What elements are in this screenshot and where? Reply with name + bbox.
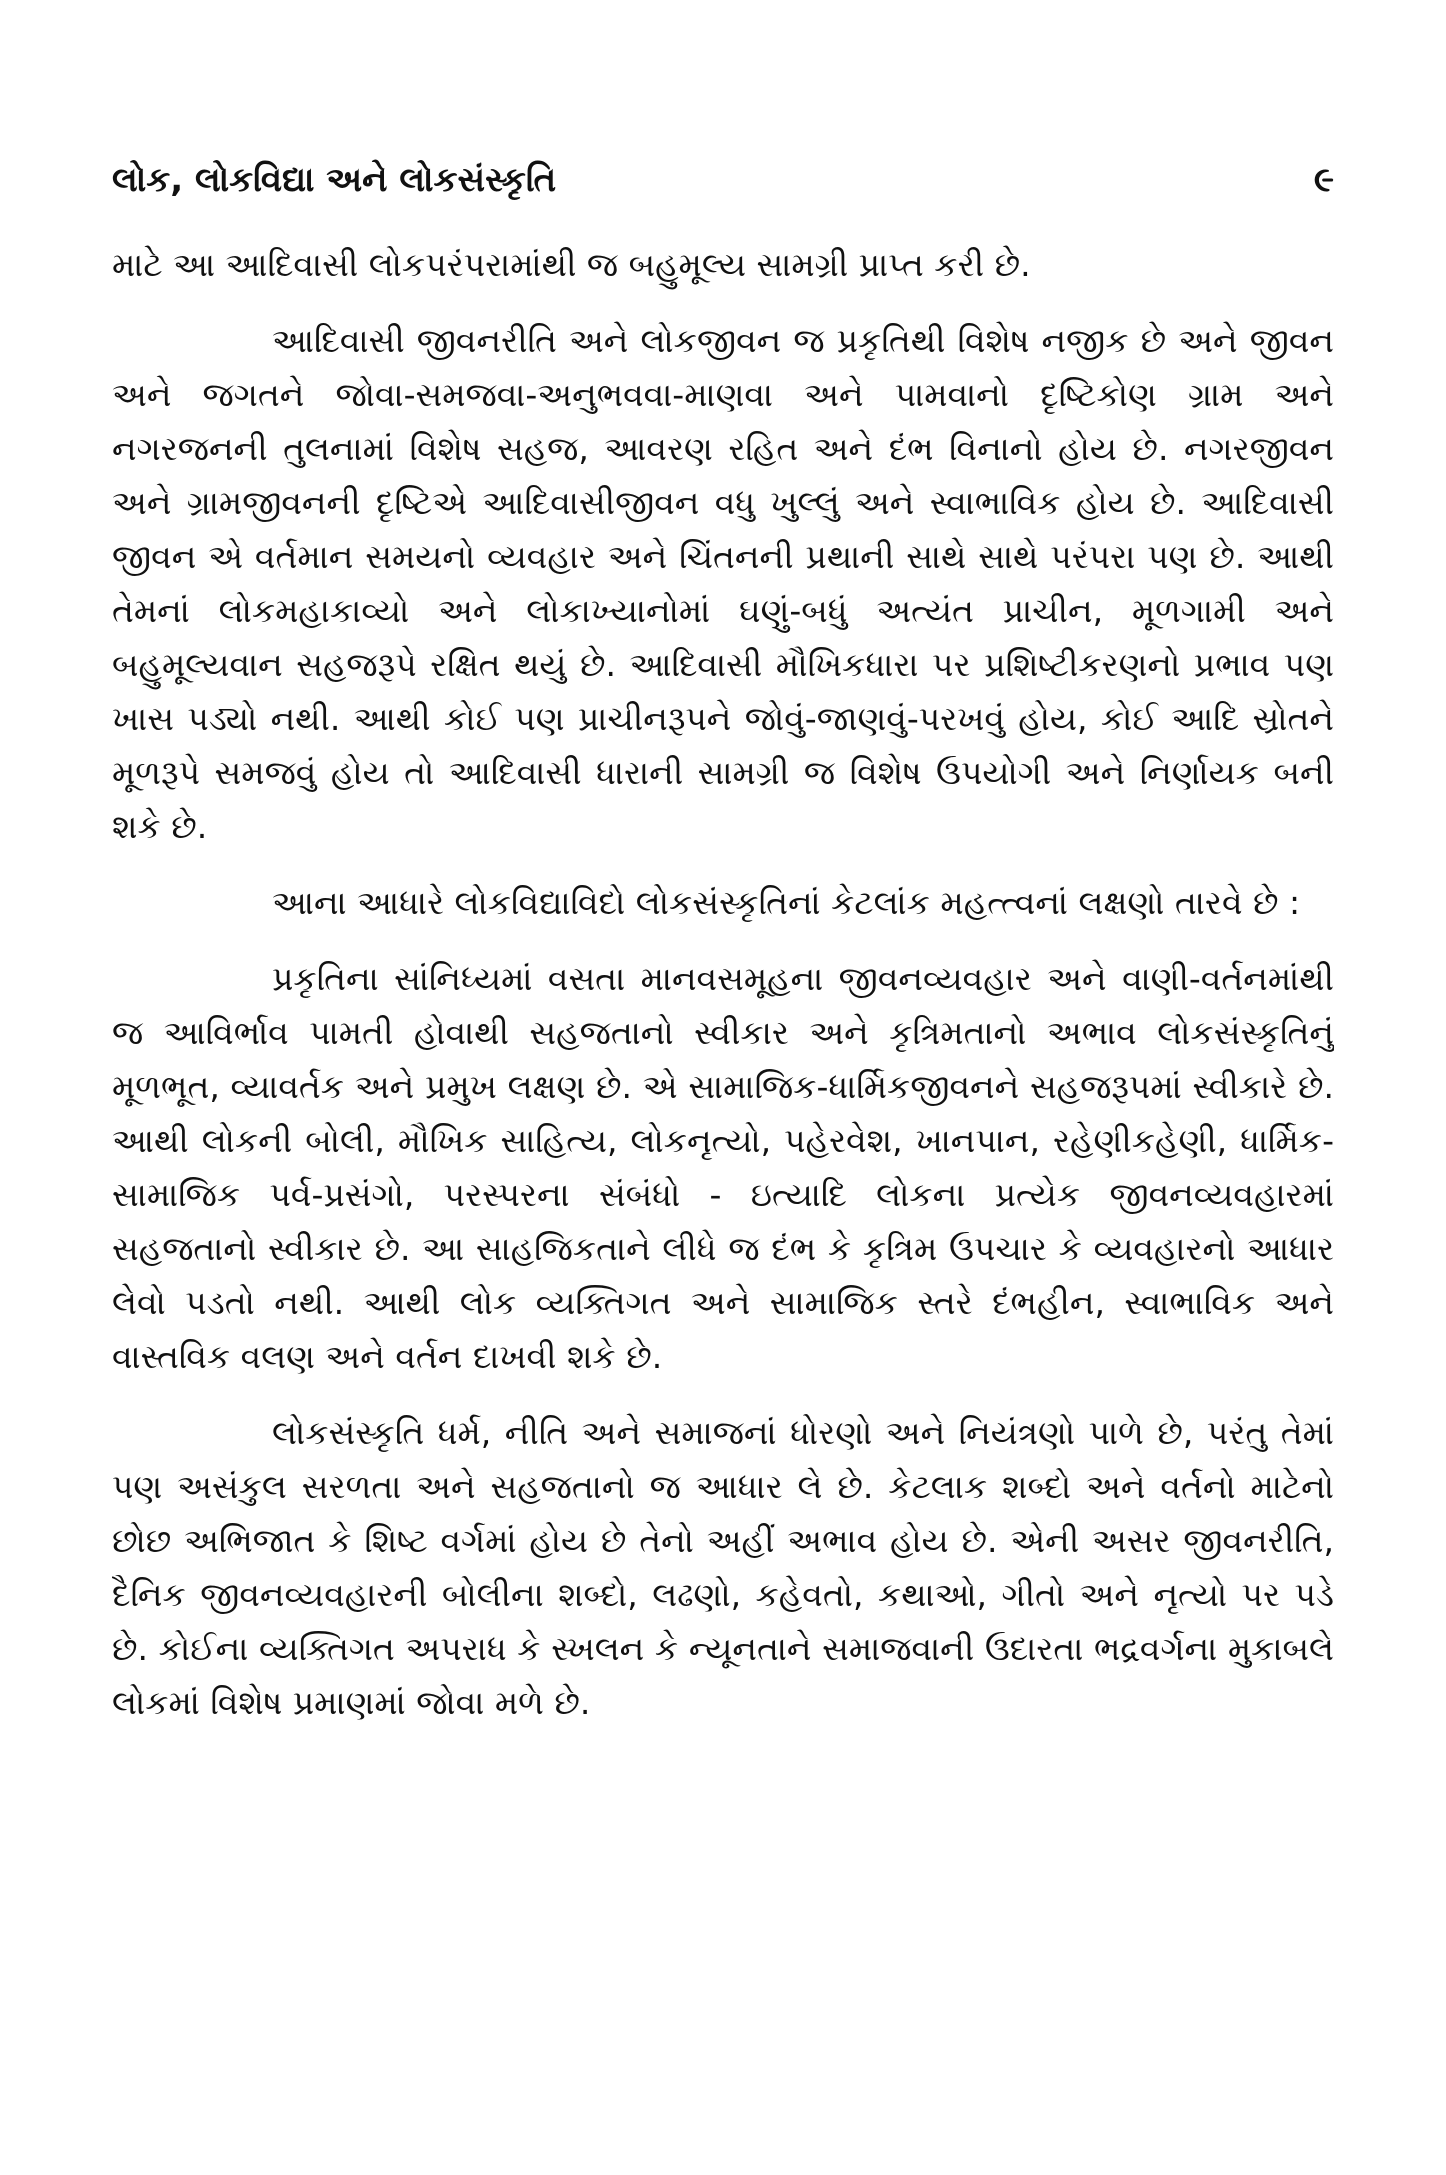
book-page [112, 150, 1334, 2110]
running-head-title: લોક, લોકવિદ્યા અને લોકસંસ્કૃતિ [112, 160, 557, 200]
running-head [112, 150, 1334, 210]
paragraph: આદિવાસી જીવનરીતિ અને લોકજીવન જ પ્રકૃતિથી વિશેષ નજીક છે અને જીવન અને જગતને જોવા-સમજવા-અનુભવવા-માણવા અને પામવાનો દૃષ્ટિકોણ ગ્રામ અને નગરજનની તુલનામાં વિશેષ સહજ, આવરણ રહિત અને દંભ વિનાનો હોય છે. નગરજીવન અને ગ્રામજીવનની દૃષ્ટિએ આદિવાસીજીવન વધુ ખુલ્લું અને સ્વાભાવિક હોય છે. આદિવાસી જીવન એ વર્તમાન સમયનો વ્યવહાર અને ચિંતનની પ્રથાની સાથે સાથે પરંપરા પણ છે. આથી તેમનાં લોકમહાકાવ્યો અને લોકાખ્યાનોમાં ઘણું-બધું અત્યંત પ્રાચીન, મૂળગામી અને બહુમૂલ્યવાન સહજરૂપે રક્ષિત થયું છે. આદિવાસી મૌખિકધારા પર પ્રશિષ્ટીકરણનો પ્રભાવ પણ ખાસ પડ્યો નથી. આથી કોઈ પણ પ્રાચીનરૂપને જોવું-જાણવું-પરખવું હોય, કોઈ આદિ સ્રોતને મૂળરૂપે સમજવું હોય તો આદિવાસી ધારાની સામગ્રી જ વિશેષ ઉપયોગી અને નિર્ણાયક બની શકે છે. [112, 321, 1334, 846]
paragraph: પ્રકૃતિના સાંનિધ્યમાં વસતા માનવસમૂહના જીવનવ્યવહાર અને વાણી-વર્તનમાંથી જ આવિર્ભાવ પામતી હોવાથી સહજતાનો સ્વીકાર અને કૃત્રિમતાનો અભાવ લોકસંસ્કૃતિનું મૂળભૂત, વ્યાવર્તક અને પ્રમુખ લક્ષણ છે. એ સામાજિક-ધાર્મિકજીવનને સહજરૂપમાં સ્વીકારે છે. આથી લોકની બોલી, મૌખિક સાહિત્ય, લોકનૃત્યો, પહેરવેશ, ખાનપાન, રહેણીકહેણી, ધાર્મિક-સામાજિક પર્વ-પ્રસંગો, પરસ્પરના સંબંધો - ઇત્યાદિ લોકના પ્રત્યેક જીવનવ્યવહારમાં સહજતાનો સ્વીકાર છે. આ સાહજિકતાને લીધે જ દંભ કે કૃત્રિમ ઉપચાર કે વ્યવહારનો આધાર લેવો પડતો નથી. આથી લોક વ્યક્તિગત અને સામાજિક સ્તરે દંભહીન, સ્વાભાવિક અને વાસ્તવિક વલણ અને વર્તન દાખવી શકે છે. [112, 959, 1334, 1376]
body-text [112, 238, 1334, 1730]
paragraph-continued: માટે આ આદિવાસી લોકપરંપરામાંથી જ બહુમૂલ્ય સામગ્રી પ્રાપ્ત કરી છે. [112, 245, 1031, 284]
page-number: ૯ [1313, 160, 1334, 200]
paragraph: આના આધારે લોકવિદ્યાવિદો લોકસંસ્કૃતિનાં કેટલાંક મહત્ત્વનાં લક્ષણો તારવે છે : [272, 883, 1301, 922]
paragraph: લોકસંસ્કૃતિ ધર્મ, નીતિ અને સમાજનાં ધોરણો અને નિયંત્રણો પાળે છે, પરંતુ તેમાં પણ અસંકુલ સરળતા અને સહજતાનો જ આધાર લે છે. કેટલાક શબ્દો અને વર્તનો માટેનો છોછ અભિજાત કે શિષ્ટ વર્ગમાં હોય છે તેનો અહીં અભાવ હોય છે. એની અસર જીવનરીતિ, દૈનિક જીવનવ્યવહારની બોલીના શબ્દો, લઢણો, કહેવતો, કથાઓ, ગીતો અને નૃત્યો પર પડે છે. કોઈના વ્યક્તિગત અપરાધ કે સ્ખલન કે ન્યૂનતાને સમાજવાની ઉદારતા ભદ્રવર્ગના મુકાબલે લોકમાં વિશેષ પ્રમાણમાં જોવા મળે છે. [112, 1413, 1334, 1722]
